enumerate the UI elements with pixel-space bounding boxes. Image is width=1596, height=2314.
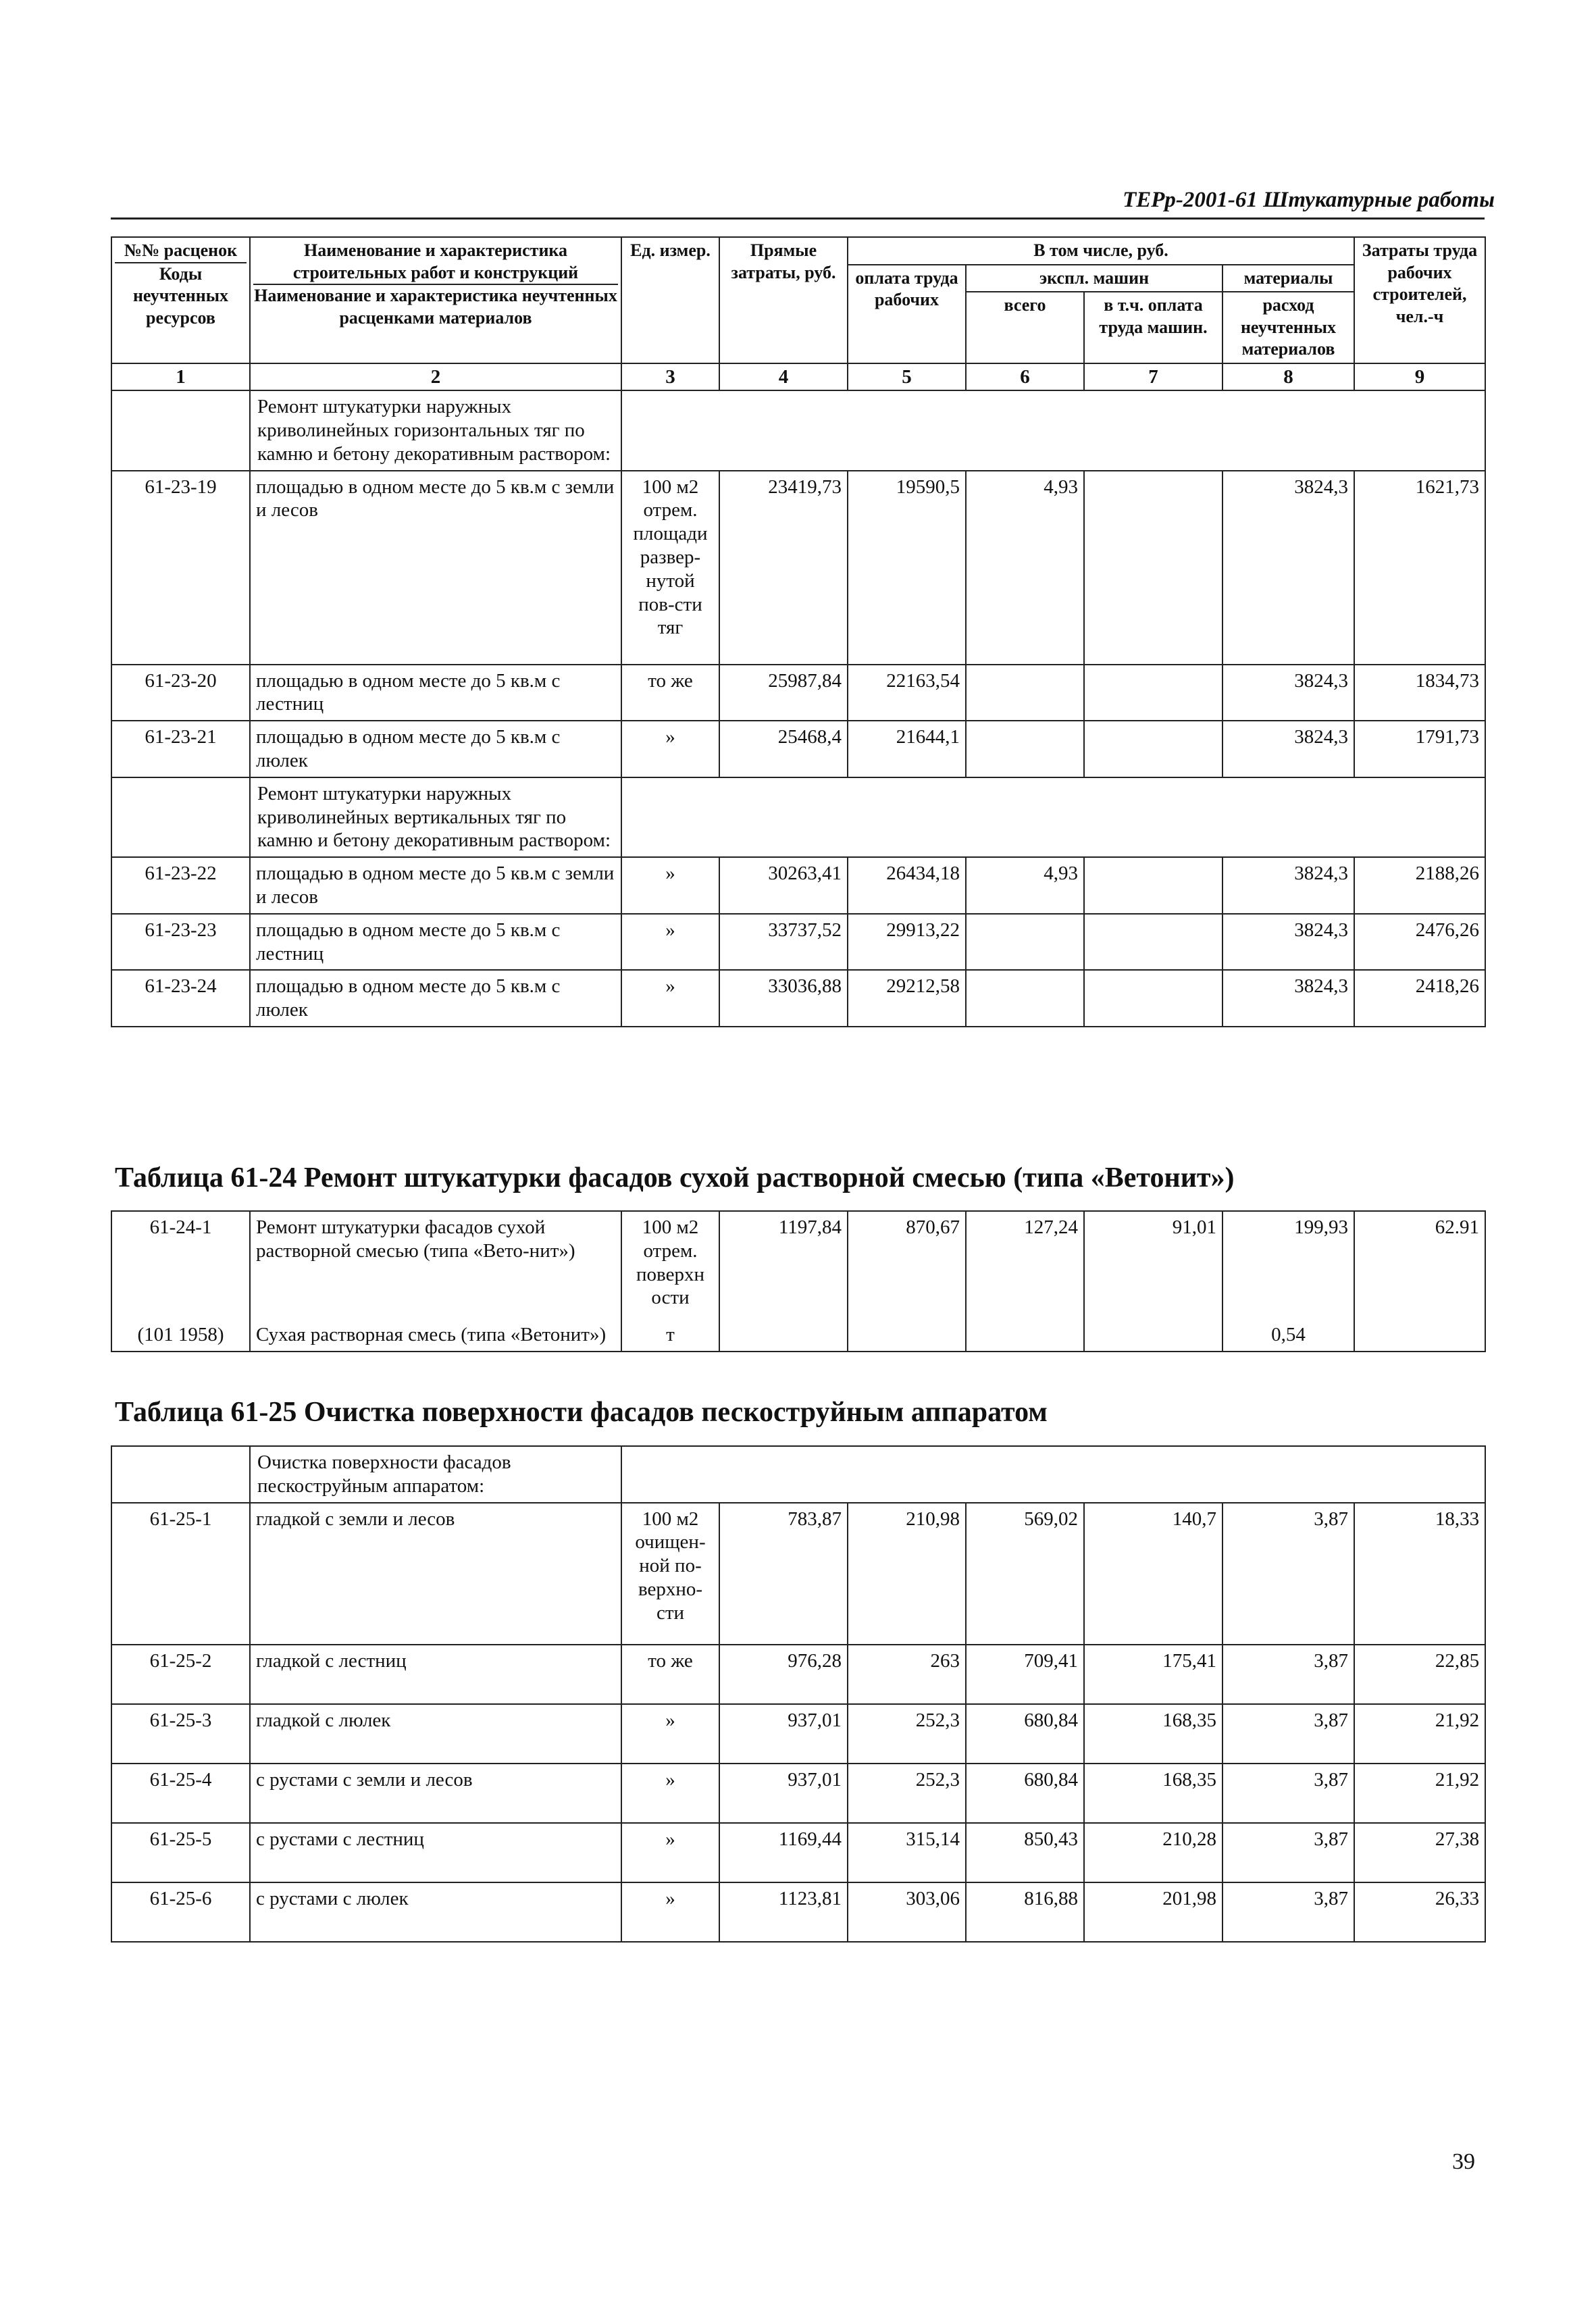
materials-cost: 3824,3 [1222,721,1354,777]
direct-cost: 783,87 [719,1503,848,1645]
machine-cost: 816,88 [966,1882,1084,1942]
materials-cost: 3,87 [1222,1645,1354,1704]
header-rule [111,217,1485,220]
labor-cost: 21644,1 [848,721,966,777]
group-title: Ремонт штукатурки наружных криволинейных горизонтальных тяг по камню и бетону декоративным раствором: [250,390,621,470]
unit: то же [621,1645,719,1704]
labor-hours: 26,33 [1354,1882,1485,1942]
machine-labor-cost: 91,01 [1084,1211,1222,1319]
direct-cost: 937,01 [719,1704,848,1764]
labor-cost: 870,67 [848,1211,966,1319]
col7-header: в т.ч. оплата труда машин. [1084,292,1222,363]
machine-labor-cost [1084,970,1222,1027]
table-row [111,721,1485,777]
table-row [111,1882,1485,1942]
rate-code: 61-25-1 [111,1503,250,1645]
table-61-24-title: Таблица 61-24 Ремонт штукатурки фасадов сухой растворной смесью (типа «Ветонит») [115,1162,1235,1193]
unit: » [621,970,719,1027]
machine-labor-cost [1084,914,1222,971]
machine-labor-cost: 168,35 [1084,1704,1222,1764]
work-name: с рустами с лестниц [250,1823,621,1882]
rate-code: 61-23-23 [111,914,250,971]
col1-header [111,237,250,363]
rate-code: 61-23-20 [111,665,250,721]
materials-cost: 3824,3 [1222,970,1354,1027]
unit: 100 м2 отрем. площади развер-нутой пов-сти тяг [621,471,719,665]
machine-labor-cost: 168,35 [1084,1764,1222,1823]
header-row-1 [111,237,1485,265]
table-61-24 [111,1210,1486,1352]
machine-cost: 680,84 [966,1704,1084,1764]
rate-code: 61-25-6 [111,1882,250,1942]
labor-cost: 210,98 [848,1503,966,1645]
direct-cost: 937,01 [719,1764,848,1823]
direct-cost: 1123,81 [719,1882,848,1942]
group-title-row [111,1446,1485,1503]
col1-header-bottom: Коды неучтенных ресурсов [132,263,229,328]
col-number: 7 [1084,363,1222,391]
col1-header-top: №№ расценок [115,240,247,263]
work-name: с рустами с земли и лесов [250,1764,621,1823]
machine-cost: 4,93 [966,857,1084,914]
rate-code: 61-25-2 [111,1645,250,1704]
machine-cost [966,914,1084,971]
rate-code: 61-25-5 [111,1823,250,1882]
direct-cost: 25987,84 [719,665,848,721]
machine-cost: 127,24 [966,1211,1084,1319]
machine-labor-cost: 201,98 [1084,1882,1222,1942]
machine-labor-cost: 140,7 [1084,1503,1222,1645]
work-name: площадью в одном месте до 5 кв.м с земли и лесов [250,857,621,914]
unit: то же [621,665,719,721]
labor-cost: 263 [848,1645,966,1704]
unit: 100 м2 отрем. поверхн ости [621,1211,719,1319]
labor-cost: 29913,22 [848,914,966,971]
materials-cost: 3,87 [1222,1704,1354,1764]
labor-hours: 1621,73 [1354,471,1485,665]
machine-cost: 850,43 [966,1823,1084,1882]
work-name: площадью в одном месте до 5 кв.м с земли и лесов [250,471,621,665]
rate-code: 61-23-22 [111,857,250,914]
col-number: 1 [111,363,250,391]
table-row [111,471,1485,665]
labor-cost: 22163,54 [848,665,966,721]
labor-hours: 2418,26 [1354,970,1485,1027]
col2-header-bottom: Наименование и характеристика неучтенных расценками материалов [254,286,617,328]
resource-code: (101 1958) [111,1319,250,1352]
machine-cost: 680,84 [966,1764,1084,1823]
unit: » [621,857,719,914]
work-name: площадью в одном месте до 5 кв.м с люлек [250,721,621,777]
table-row [111,1704,1485,1764]
machine-cost [966,665,1084,721]
col-number: 8 [1222,363,1354,391]
machine-cost: 709,41 [966,1645,1084,1704]
table-61-25-title: Таблица 61-25 Очистка поверхности фасадов пескоструйным аппаратом [115,1397,1048,1428]
labor-hours: 21,92 [1354,1704,1485,1764]
unit: » [621,1823,719,1882]
col3-header: Ед. измер. [621,237,719,363]
machine-labor-cost [1084,665,1222,721]
direct-cost: 25468,4 [719,721,848,777]
table-row [111,914,1485,971]
materials-cost: 3,87 [1222,1764,1354,1823]
column-number-row [111,363,1485,391]
group-header: В том числе, руб. [848,237,1354,265]
labor-cost: 315,14 [848,1823,966,1882]
machine-labor-cost: 175,41 [1084,1645,1222,1704]
running-title: ТЕРр-2001-61 Штукатурные работы [1123,188,1495,212]
labor-hours: 27,38 [1354,1823,1485,1882]
col5-header: оплата труда рабочих [848,265,966,363]
col-number: 4 [719,363,848,391]
rate-code: 61-24-1 [111,1211,250,1319]
resource-name: Сухая растворная смесь (типа «Ветонит») [250,1319,621,1352]
table-row [111,1211,1485,1319]
rate-code: 61-23-21 [111,721,250,777]
materials-cost: 3824,3 [1222,914,1354,971]
labor-cost: 303,06 [848,1882,966,1942]
materials-cost: 3824,3 [1222,471,1354,665]
col-number: 6 [966,363,1084,391]
group-title: Ремонт штукатурки наружных криволинейных вертикальных тяг по камню и бетону декоративным раствором: [250,777,621,857]
table-row [111,970,1485,1027]
unit: » [621,1764,719,1823]
labor-hours: 18,33 [1354,1503,1485,1645]
rate-code: 61-25-3 [111,1704,250,1764]
labor-cost: 252,3 [848,1764,966,1823]
table-row [111,857,1485,914]
labor-hours: 22,85 [1354,1645,1485,1704]
labor-cost: 19590,5 [848,471,966,665]
col9-header: Затраты труда рабочих строителей, чел.-ч [1354,237,1485,363]
table-row [111,1503,1485,1645]
table-61-25 [111,1445,1486,1943]
materials-cost: 199,93 [1222,1211,1354,1319]
work-name: гладкой с лестниц [250,1645,621,1704]
table-row [111,1764,1485,1823]
table-row [111,1645,1485,1704]
work-name: гладкой с люлек [250,1704,621,1764]
direct-cost: 23419,73 [719,471,848,665]
resource-unit: т [621,1319,719,1352]
unit: 100 м2 очищен-ной по-верхно-сти [621,1503,719,1645]
table-row [111,665,1485,721]
machine-labor-cost [1084,471,1222,665]
resource-quantity: 0,54 [1222,1319,1354,1352]
unit: » [621,721,719,777]
materials-cost: 3,87 [1222,1503,1354,1645]
col-number: 9 [1354,363,1485,391]
direct-cost: 33737,52 [719,914,848,971]
resource-row [111,1319,1485,1352]
materials-cost: 3,87 [1222,1882,1354,1942]
direct-cost: 976,28 [719,1645,848,1704]
direct-cost: 1197,84 [719,1211,848,1319]
unit: » [621,1882,719,1942]
work-name: площадью в одном месте до 5 кв.м с лестниц [250,914,621,971]
col8-header: расход неучтенных материалов [1222,292,1354,363]
work-name: гладкой с земли и лесов [250,1503,621,1645]
labor-hours: 2188,26 [1354,857,1485,914]
labor-cost: 26434,18 [848,857,966,914]
machines-header: экспл. машин [966,265,1222,292]
direct-cost: 30263,41 [719,857,848,914]
labor-cost: 29212,58 [848,970,966,1027]
col-number: 2 [250,363,621,391]
materials-cost: 3,87 [1222,1823,1354,1882]
page-number: 39 [1452,2149,1475,2174]
col2-header-top: Наименование и характеристика строительных работ и конструкций [253,240,618,285]
col6-header: всего [966,292,1084,363]
unit: » [621,1704,719,1764]
rate-code: 61-23-19 [111,471,250,665]
col2-header [250,237,621,363]
materials-header: материалы [1222,265,1354,292]
table-row [111,1823,1485,1882]
col-number: 5 [848,363,966,391]
group-title-row [111,390,1485,470]
machine-labor-cost [1084,857,1222,914]
labor-hours: 2476,26 [1354,914,1485,971]
labor-hours: 1791,73 [1354,721,1485,777]
labor-hours: 1834,73 [1354,665,1485,721]
rate-code: 61-23-24 [111,970,250,1027]
rate-code: 61-25-4 [111,1764,250,1823]
labor-cost: 252,3 [848,1704,966,1764]
work-name: Ремонт штукатурки фасадов сухой растворной смесью (типа «Вето-нит») [250,1211,621,1319]
work-name: площадью в одном месте до 5 кв.м с люлек [250,970,621,1027]
materials-cost: 3824,3 [1222,857,1354,914]
col-number: 3 [621,363,719,391]
direct-cost: 1169,44 [719,1823,848,1882]
machine-cost: 569,02 [966,1503,1084,1645]
machine-cost [966,970,1084,1027]
machine-cost: 4,93 [966,471,1084,665]
machine-labor-cost [1084,721,1222,777]
work-name: с рустами с люлек [250,1882,621,1942]
unit: » [621,914,719,971]
materials-cost: 3824,3 [1222,665,1354,721]
col4-header: Прямые затраты, руб. [719,237,848,363]
labor-hours: 62.91 [1354,1211,1485,1319]
machine-cost [966,721,1084,777]
machine-labor-cost: 210,28 [1084,1823,1222,1882]
group-title-row [111,777,1485,857]
table-61-23 [111,236,1486,1027]
labor-hours: 21,92 [1354,1764,1485,1823]
work-name: площадью в одном месте до 5 кв.м с лестниц [250,665,621,721]
direct-cost: 33036,88 [719,970,848,1027]
group-title: Очистка поверхности фасадов пескоструйным аппаратом: [250,1446,621,1503]
